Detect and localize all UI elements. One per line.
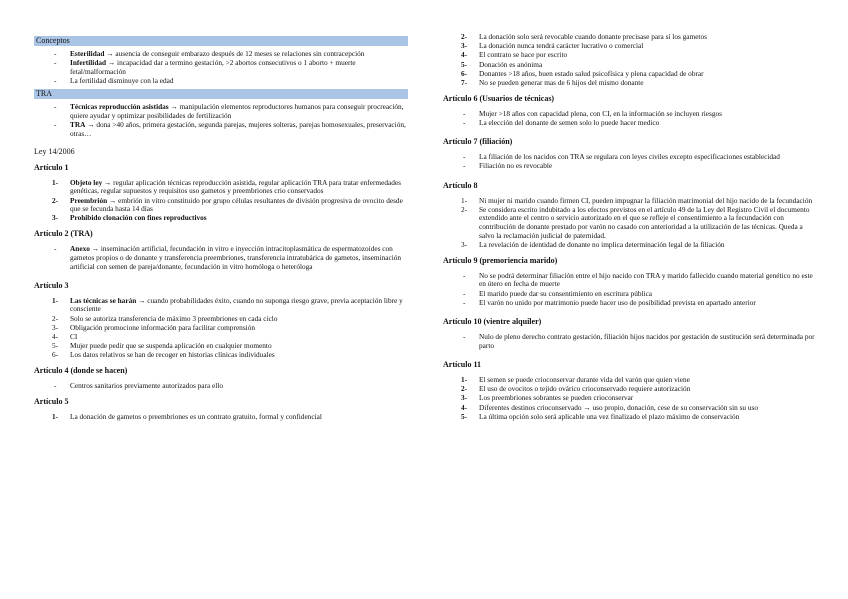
list-item: - Filiación no es revocable (463, 161, 553, 171)
section-header-tra: TRA (34, 89, 408, 99)
list-item: - Técnicas reproducción asistidas → manipulación elementos reproductores humanos para conseguir procreación, quiere ayudar y optimizar posibilidades de fertilización (54, 102, 404, 121)
list-item: - La fertilidad disminuye con la edad (54, 76, 174, 86)
article-2-title: Artículo 2 (TRA) (34, 229, 93, 239)
article-3-list (34, 297, 408, 360)
list-item: 5- La última opción solo será aplicable una vez finalizado el plazo máximo de conservación (461, 411, 740, 421)
list-item: - El varón no unido por matrimonio puede hacer uso de posibilidad prevista en apartado anterior (463, 297, 756, 307)
section-header-conceptos: Conceptos (34, 36, 408, 46)
article-5-continued-list (443, 33, 815, 88)
list-item: - TRA → dona >40 años, primera gestación, segunda parejas, mujeres solteras, parejas homosexuales, preservación, otras… (54, 120, 406, 138)
list-item: 7- No se pueden generar mas de 6 hijos del mismo donante (461, 78, 644, 88)
article-9-title: Artículo 9 (premoriencia marido) (443, 255, 558, 265)
conceptos-list (34, 50, 408, 86)
list-item: - Mujer >18 años con capacidad plena, con CI, en la información se incluyen riesgos (463, 108, 723, 118)
article-6-title: Artículo 6 (Usuarios de técnicas) (443, 93, 555, 103)
article-6-list (443, 110, 815, 128)
article-1-title: Artículo 1 (34, 162, 69, 172)
article-3-title: Artículo 3 (34, 280, 69, 290)
list-item: 6- Los datos relativos se han de recoger en historias clínicas individuales (52, 350, 275, 360)
article-7-title: Artículo 7 (filiación) (443, 137, 513, 147)
list-item: 2- Se considera escrito indubitado a los efectos previstos en el artículo 49 de la Ley del Registro Civil el documento extendido ante el centro o servicio autorizado en el que se refleje el consentimiento a la fecundación con contribución de donante prestado por varón no casado con anterioridad a la utilización de las técnicas. Queda a salvo la reclamación judicial de paternidad. (461, 204, 810, 240)
article-2-list (34, 245, 408, 271)
article-11-list (443, 376, 815, 422)
list-item: 1- Objeto ley → regular aplicación técnicas reproducción asistida, regular aplicación TRA para tratar enfermedades genéticas, regular supuestos y requisitos uso gametos y preembriones crio conservados (52, 177, 401, 196)
list-item: 2- La donación solo será revocable cuando donante precisase para sí los gametos (461, 32, 707, 41)
list-item: 3- La revelación de identidad de donante no implica determinación legal de la filiación (461, 240, 725, 250)
list-item: 1- El semen se puede crioconservar durante vida del varón que quien viene (461, 374, 690, 384)
right-column (443, 33, 815, 422)
list-item: 1- Ni mujer ni marido cuando firmen CI, pueden impugnar la filiación matrimonial del hijo nacido de la fecundación (461, 195, 813, 205)
list-item: - Centros sanitarios previamente autorizados para ello (54, 381, 223, 391)
article-11-title: Artículo 11 (443, 359, 481, 369)
article-5-title: Artículo 5 (34, 396, 69, 406)
list-item: - La elección del donante de semen solo lo puede hacer medico (463, 117, 660, 127)
list-item: 1- Las técnicas se harán → cuando probabilidades éxito, cuando no suponga riesgo grave, previa aceptación libre y consciente (52, 295, 403, 314)
article-8-title: Artículo 8 (443, 180, 478, 190)
list-item: 3- Prohibido clonación con fines reproductivos (52, 213, 207, 223)
list-item: 3- Los preembriones sobrantes se pueden crioconservar (461, 393, 634, 403)
list-item: 5- Donación es anónima (461, 59, 543, 69)
left-column (34, 36, 408, 422)
article-9-list (443, 272, 815, 308)
list-item: - El marido puede dar su consentimiento en escritura pública (463, 288, 653, 298)
list-item: - Esterilidad → ausencia de conseguir embarazo después de 12 meses se relaciones sin contracepción (54, 49, 365, 58)
list-item: - La filiación de los nacidos con TRA se regulara con leyes civiles excepto especificaciones establecidad (463, 152, 780, 162)
article-10-title: Artículo 10 (vientre alquiler) (443, 317, 542, 327)
article-1-list (34, 179, 408, 224)
article-4-list (34, 382, 408, 391)
list-item: 2- El uso de ovocitos o tejido ovárico crioconservado requiere autorización (461, 384, 691, 394)
article-7-list (443, 153, 815, 171)
article-10-list (443, 333, 815, 350)
list-item: 3- La donación nunca tendrá carácter lucrativo o comercial (461, 41, 644, 51)
list-item: 3- Obligación promocione información para facilitar comprensión (52, 322, 255, 332)
list-item: 2- Preembrión → embrión in vitro constituido por grupo células resultantes de división progresiva de ovocito desde que se fecunda hasta 14 días (52, 195, 403, 214)
list-item: 4- CI (52, 332, 78, 342)
list-item: - Nulo de pleno derecho contrato gestación, filiación hijos nacidos por gestación de sustitución será determinada por parto (463, 332, 815, 350)
list-item: - Anexo → inseminación artificial, fecundación in vitro e inyección intracitoplasmática de espermatozoides con gametos propios o de donante y transferencia preembriones, transferencia intratubárica de gametos, inseminación artificial con semen de pareja/donante, fecundación in vitro homóloga o heteróloga (54, 244, 402, 271)
article-5-list (34, 413, 408, 422)
list-item: 4- Diferentes destinos crioconservado → uso propio, donación, cese de su conservación sin su uso (461, 402, 759, 412)
article-4-title: Artículo 4 (donde se hacen) (34, 366, 128, 376)
list-item: - No se podrá determinar filiación entre el hijo nacido con TRA y marido fallecido cuando material genético no este en útero en fecha de muerte (463, 270, 813, 289)
article-8-list (443, 197, 815, 250)
list-item: 1- La donación de gametos o preembriones es un contrato gratuito, formal y confidencial (52, 411, 322, 421)
list-item: 4- El contrato se hace por escrito (461, 50, 568, 60)
ley-heading: Ley 14/2006 (34, 146, 75, 156)
list-item: 6- Donantes >18 años, buen estado salud psicofísica y plena capacidad de obrar (461, 68, 704, 78)
list-item: 5- Mujer puede pedir que se suspenda aplicación en cualquier momento (52, 341, 272, 351)
list-item: - Infertilidad → incapacidad dar a termino gestación, >2 abortos consecutivos o 1 aborto + muerte fetal/malformación (54, 58, 356, 76)
list-item: 2- Solo se autoriza transferencia de máximo 3 preembriones en cada ciclo (52, 313, 278, 323)
tra-list (34, 103, 408, 138)
